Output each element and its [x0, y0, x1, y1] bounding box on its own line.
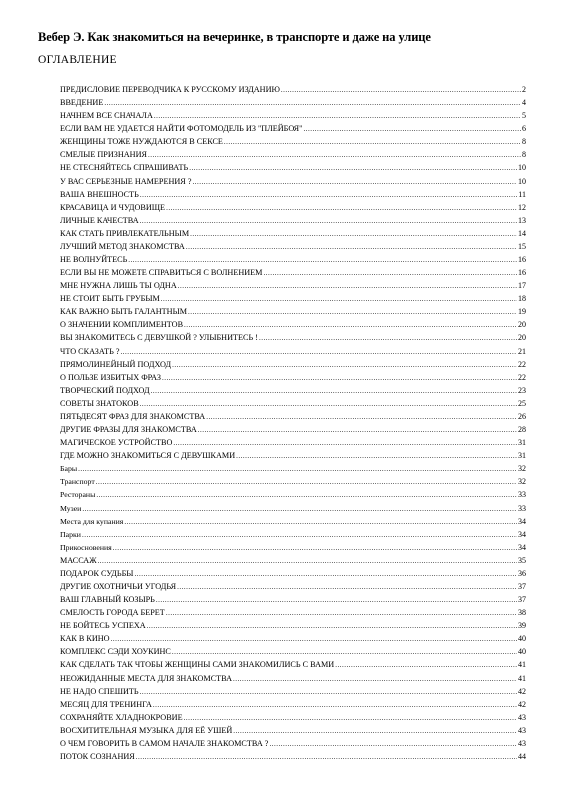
toc-dot-leader: [233, 725, 517, 737]
toc-dot-leader: [236, 450, 517, 462]
toc-entry-page-number: 37: [518, 581, 526, 591]
toc-dot-leader: [263, 267, 517, 279]
toc-entry[interactable]: [60, 619, 526, 632]
toc-entry-title: О ЗНАЧЕНИИ КОМПЛИМЕНТОВ: [60, 320, 184, 330]
toc-entry[interactable]: [60, 227, 526, 240]
toc-entry-page-number: 43: [518, 725, 526, 735]
toc-entry-title: КАК СДЕЛАТЬ ТАК ЧТОБЫ ЖЕНЩИНЫ САМИ ЗНАКОМИЛИСЬ С ВАМИ: [60, 660, 335, 670]
toc-entry-title: Места для купания: [60, 516, 124, 526]
toc-entry-title: ВЫ ЗНАКОМИТЕСЬ С ДЕВУШКОЙ ? УЛЫБНИТЕСЬ !: [60, 333, 258, 343]
toc-entry-page-number: 23: [518, 385, 526, 395]
toc-entry-title: ВВЕДЕНИЕ: [60, 98, 104, 108]
toc-entry-page-number: 18: [518, 294, 526, 304]
toc-entry[interactable]: [60, 148, 526, 161]
toc-dot-leader: [147, 620, 517, 632]
toc-entry-title: ЖЕНЩИНЫ ТОЖЕ НУЖДАЮТСЯ В СЕКСЕ: [60, 137, 223, 147]
toc-heading: ОГЛАВЛЕНИЕ: [38, 54, 117, 66]
toc-entry-title: ПРЕДИСЛОВИЕ ПЕРЕВОДЧИКА К РУССКОМУ ИЗДАНИЮ: [60, 85, 280, 94]
toc-entry[interactable]: [60, 410, 526, 423]
toc-dot-leader: [136, 751, 517, 763]
toc-entry-title: НЕ БОЙТЕСЬ УСПЕХА: [60, 621, 146, 631]
toc-dot-leader: [162, 372, 517, 384]
toc-entry-page-number: 40: [518, 634, 526, 644]
toc-entry-title: Прикосновения: [60, 542, 112, 552]
toc-entry-title: ВАШ ГЛАВНЫЙ КОЗЫРЬ: [60, 595, 155, 605]
toc-entry-title: МЕСЯЦ ДЛЯ ТРЕНИНГА: [60, 699, 152, 709]
toc-entry-page-number: 5: [522, 111, 526, 121]
toc-entry[interactable]: [60, 698, 526, 711]
toc-entry-page-number: 36: [518, 568, 526, 578]
toc-entry-page-number: 21: [518, 346, 526, 356]
toc-entry[interactable]: [60, 371, 526, 384]
toc-entry-page-number: 8: [522, 137, 526, 147]
toc-entry[interactable]: [60, 358, 526, 371]
toc-entry-page-number: 11: [518, 189, 526, 199]
toc-entry-page-number: 12: [518, 202, 526, 212]
toc-entry-title: ПРЯМОЛИНЕЙНЫЙ ПОДХОД: [60, 359, 172, 369]
toc-entry-page-number: 20: [518, 320, 526, 330]
toc-entry-page-number: 8: [522, 150, 526, 160]
toc-entry-page-number: 10: [518, 163, 526, 173]
toc-dot-leader: [148, 149, 521, 161]
toc-entry-title: ПЯТЬДЕСЯТ ФРАЗ ДЛЯ ЗНАКОМСТВА: [60, 411, 206, 421]
toc-entry-page-number: 42: [518, 686, 526, 696]
toc-entry-page-number: 35: [518, 555, 526, 565]
toc-dot-leader: [96, 489, 517, 501]
toc-entry-title: ПОДАРОК СУДЬБЫ: [60, 568, 134, 578]
toc-entry-title: ЕСЛИ ВАМ НЕ УДАЕТСЯ НАЙТИ ФОТОМОДЕЛЬ ИЗ "ПЛЕЙБОЯ": [60, 124, 303, 134]
toc-entry-title: ЛИЧНЫЕ КАЧЕСТВА: [60, 215, 139, 225]
toc-entry-page-number: 32: [518, 477, 526, 487]
toc-entry-page-number: 16: [518, 255, 526, 265]
toc-dot-leader: [188, 306, 517, 318]
toc-entry[interactable]: [60, 436, 526, 449]
toc-dot-leader: [151, 385, 517, 397]
toc-entry[interactable]: [60, 161, 526, 174]
toc-entry-page-number: 20: [518, 333, 526, 343]
toc-entry[interactable]: [60, 737, 526, 750]
toc-entry-page-number: 22: [518, 372, 526, 382]
toc-dot-leader: [78, 463, 517, 475]
toc-dot-leader: [177, 581, 517, 593]
toc-dot-leader: [233, 673, 517, 685]
toc-entry-page-number: 41: [518, 673, 526, 683]
toc-dot-leader: [140, 215, 517, 227]
toc-entry-page-number: 14: [518, 228, 526, 238]
toc-dot-leader: [82, 503, 517, 515]
toc-entry-title: ВОСХИТИТЕЛЬНАЯ МУЗЫКА ДЛЯ ЕЁ УШЕЙ: [60, 725, 233, 735]
toc-entry[interactable]: [60, 201, 526, 214]
toc-entry-title: Парки: [60, 529, 81, 539]
toc-entry-page-number: 10: [518, 176, 526, 186]
toc-entry[interactable]: [60, 593, 526, 606]
toc-dot-leader: [154, 110, 521, 122]
toc-entry-title: ДРУГИЕ ФРАЗЫ ДЛЯ ЗНАКОМСТВА: [60, 425, 197, 435]
toc-entry-page-number: 34: [518, 516, 526, 526]
toc-dot-leader: [111, 633, 517, 645]
toc-entry-page-number: 33: [518, 490, 526, 500]
toc-entry-page-number: 19: [518, 307, 526, 317]
toc-entry-page-number: 13: [518, 215, 526, 225]
toc-entry[interactable]: [60, 541, 526, 554]
toc-dot-leader: [281, 84, 521, 96]
toc-entry[interactable]: [60, 122, 526, 135]
toc-entry[interactable]: [60, 423, 526, 436]
toc-entry-page-number: 43: [518, 712, 526, 722]
toc-dot-leader: [124, 516, 517, 528]
document-title: Вебер Э. Как знакомиться на вечеринке, в транспорте и даже на улице: [38, 30, 431, 44]
toc-entry-page-number: 43: [518, 738, 526, 748]
toc-entry-title: НЕ НАДО СПЕШИТЬ: [60, 686, 139, 696]
toc-entry-title: ДРУГИЕ ОХОТНИЧЬИ УГОДЬЯ: [60, 581, 177, 591]
toc-entry-page-number: 26: [518, 411, 526, 421]
toc-entry-title: НЕ ВОЛНУЙТЕСЬ: [60, 255, 128, 265]
toc-entry-title: ВАША ВНЕШНОСТЬ: [60, 189, 139, 199]
toc-entry-page-number: 28: [518, 425, 526, 435]
toc-dot-leader: [184, 319, 517, 331]
toc-entry[interactable]: [60, 554, 526, 567]
toc-entry-title: О ПОЛЬЗЕ ИЗБИТЫХ ФРАЗ: [60, 372, 161, 382]
toc-entry[interactable]: [60, 331, 526, 344]
toc-entry[interactable]: [60, 449, 526, 462]
toc-entry[interactable]: [60, 384, 526, 397]
toc-entry[interactable]: [60, 632, 526, 645]
toc-entry-page-number: 33: [518, 503, 526, 513]
toc-entry[interactable]: [60, 580, 526, 593]
toc-entry[interactable]: [60, 488, 526, 501]
toc-entry-title: КАК СТАТЬ ПРИВЛЕКАТЕЛЬНЫМ: [60, 228, 190, 238]
toc-dot-leader: [98, 555, 517, 567]
toc-entry[interactable]: [60, 305, 526, 318]
toc-entry[interactable]: [60, 528, 526, 541]
toc-dot-leader: [206, 411, 517, 423]
toc-entry-page-number: 31: [518, 451, 526, 461]
toc-entry-title: СОВЕТЫ ЗНАТОКОВ: [60, 398, 139, 408]
toc-entry[interactable]: [60, 83, 526, 96]
toc-entry[interactable]: [60, 135, 526, 148]
toc-entry-title: МАГИЧЕСКОЕ УСТРОЙСТВО: [60, 438, 173, 448]
toc-entry-page-number: 22: [518, 359, 526, 369]
toc-entry[interactable]: [60, 658, 526, 671]
toc-entry-title: СМЕЛОСТЬ ГОРОДА БЕРЕТ: [60, 608, 165, 618]
toc-dot-leader: [140, 398, 517, 410]
toc-dot-leader: [335, 659, 517, 671]
toc-entry-page-number: 41: [518, 660, 526, 670]
toc-entry-title: НАЧНЕМ ВСЕ СНАЧАЛА: [60, 111, 153, 121]
toc-entry[interactable]: [60, 724, 526, 737]
table-of-contents: [60, 83, 526, 763]
toc-entry-title: У ВАС СЕРЬЕЗНЫЕ НАМЕРЕНИЯ ?: [60, 176, 192, 186]
toc-entry-title: КАК ВАЖНО БЫТЬ ГАЛАНТНЫМ: [60, 307, 188, 317]
toc-dot-leader: [172, 646, 517, 658]
toc-entry-title: НЕ СТОИТ БЫТЬ ГРУБЫМ: [60, 294, 160, 304]
toc-dot-leader: [113, 542, 517, 554]
toc-entry-page-number: 34: [518, 529, 526, 539]
toc-dot-leader: [96, 476, 517, 488]
toc-dot-leader: [140, 686, 517, 698]
toc-entry[interactable]: [60, 292, 526, 305]
toc-entry[interactable]: [60, 266, 526, 279]
toc-entry-page-number: 44: [518, 751, 526, 761]
toc-dot-leader: [166, 202, 517, 214]
toc-dot-leader: [224, 136, 521, 148]
toc-entry-title: КАК В КИНО: [60, 634, 110, 644]
toc-dot-leader: [104, 97, 521, 109]
toc-entry-title: КРАСАВИЦА И ЧУДОВИЩЕ: [60, 202, 166, 212]
toc-dot-leader: [269, 738, 517, 750]
toc-entry[interactable]: [60, 750, 526, 763]
toc-entry-title: ЕСЛИ ВЫ НЕ МОЖЕТЕ СПРАВИТЬСЯ С ВОЛНЕНИЕМ: [60, 268, 263, 278]
toc-dot-leader: [198, 424, 517, 436]
toc-entry-page-number: 2: [522, 85, 526, 94]
toc-entry[interactable]: [60, 279, 526, 292]
toc-dot-leader: [172, 359, 517, 371]
toc-dot-leader: [190, 228, 517, 240]
toc-entry[interactable]: [60, 475, 526, 488]
toc-entry-page-number: 34: [518, 542, 526, 552]
toc-entry-title: ТВОРЧЕСКИЙ ПОДХОД: [60, 385, 150, 395]
toc-dot-leader: [189, 162, 517, 174]
toc-dot-leader: [82, 529, 517, 541]
toc-dot-leader: [153, 699, 517, 711]
toc-entry-title: ГДЕ МОЖНО ЗНАКОМИТЬСЯ С ДЕВУШКАМИ: [60, 451, 236, 461]
toc-entry[interactable]: [60, 645, 526, 658]
toc-entry-title: НЕ СТЕСНЯЙТЕСЬ СПРАШИВАТЬ: [60, 163, 189, 173]
toc-entry-title: Рестораны: [60, 490, 96, 500]
toc-entry-title: ПОТОК СОЗНАНИЯ: [60, 751, 135, 761]
toc-entry[interactable]: [60, 240, 526, 253]
toc-entry[interactable]: [60, 345, 526, 358]
toc-entry[interactable]: [60, 397, 526, 410]
toc-entry-title: Бары: [60, 464, 78, 474]
toc-dot-leader: [161, 293, 517, 305]
toc-entry-page-number: 17: [518, 281, 526, 291]
toc-dot-leader: [192, 176, 517, 188]
toc-entry-page-number: 38: [518, 608, 526, 618]
toc-entry[interactable]: [60, 188, 526, 201]
toc-entry-title: МАССАЖ: [60, 555, 97, 565]
toc-dot-leader: [166, 607, 517, 619]
toc-entry[interactable]: [60, 515, 526, 528]
toc-dot-leader: [259, 332, 517, 344]
toc-dot-leader: [120, 346, 517, 358]
toc-dot-leader: [184, 712, 517, 724]
toc-entry-title: МНЕ НУЖНА ЛИШЬ ТЫ ОДНА: [60, 281, 177, 291]
toc-dot-leader: [140, 189, 517, 201]
toc-entry-page-number: 32: [518, 464, 526, 474]
toc-entry[interactable]: [60, 109, 526, 122]
toc-entry[interactable]: [60, 214, 526, 227]
toc-entry-page-number: 25: [518, 398, 526, 408]
toc-entry[interactable]: [60, 672, 526, 685]
toc-entry[interactable]: [60, 711, 526, 724]
toc-entry-title: СМЕЛЫЕ ПРИЗНАНИЯ: [60, 150, 147, 160]
toc-entry[interactable]: [60, 685, 526, 698]
toc-entry-title: КОМПЛЕКС СЭДИ ХОУКИНС: [60, 647, 171, 657]
toc-entry-page-number: 37: [518, 595, 526, 605]
toc-entry-title: Музеи: [60, 503, 82, 513]
toc-entry-page-number: 40: [518, 647, 526, 657]
toc-entry[interactable]: [60, 253, 526, 266]
toc-entry-page-number: 16: [518, 268, 526, 278]
toc-entry[interactable]: [60, 462, 526, 475]
toc-entry-title: О ЧЕМ ГОВОРИТЬ В САМОМ НАЧАЛЕ ЗНАКОМСТВА ?: [60, 738, 269, 748]
toc-entry[interactable]: [60, 318, 526, 331]
toc-dot-leader: [134, 568, 517, 580]
toc-entry-page-number: 42: [518, 699, 526, 709]
toc-dot-leader: [156, 594, 517, 606]
toc-dot-leader: [303, 123, 521, 135]
toc-dot-leader: [186, 241, 517, 253]
toc-dot-leader: [173, 437, 517, 449]
toc-entry[interactable]: [60, 567, 526, 580]
toc-entry[interactable]: [60, 175, 526, 188]
toc-entry[interactable]: [60, 606, 526, 619]
toc-entry-page-number: 15: [518, 241, 526, 251]
toc-entry-page-number: 6: [522, 124, 526, 134]
toc-entry-page-number: 4: [522, 98, 526, 108]
toc-entry-title: СОХРАНЯЙТЕ ХЛАДНОКРОВИЕ: [60, 712, 183, 722]
toc-entry[interactable]: [60, 502, 526, 515]
toc-entry-title: НЕОЖИДАННЫЕ МЕСТА ДЛЯ ЗНАКОМСТВА: [60, 673, 233, 683]
toc-entry[interactable]: [60, 96, 526, 109]
toc-dot-leader: [178, 280, 517, 292]
toc-entry-title: ЧТО СКАЗАТЬ ?: [60, 346, 120, 356]
toc-entry-title: Транспорт: [60, 477, 95, 487]
toc-entry-page-number: 39: [518, 621, 526, 631]
toc-entry-page-number: 31: [518, 438, 526, 448]
toc-entry-title: ЛУЧШИЙ МЕТОД ЗНАКОМСТВА: [60, 241, 185, 251]
toc-dot-leader: [128, 254, 517, 266]
